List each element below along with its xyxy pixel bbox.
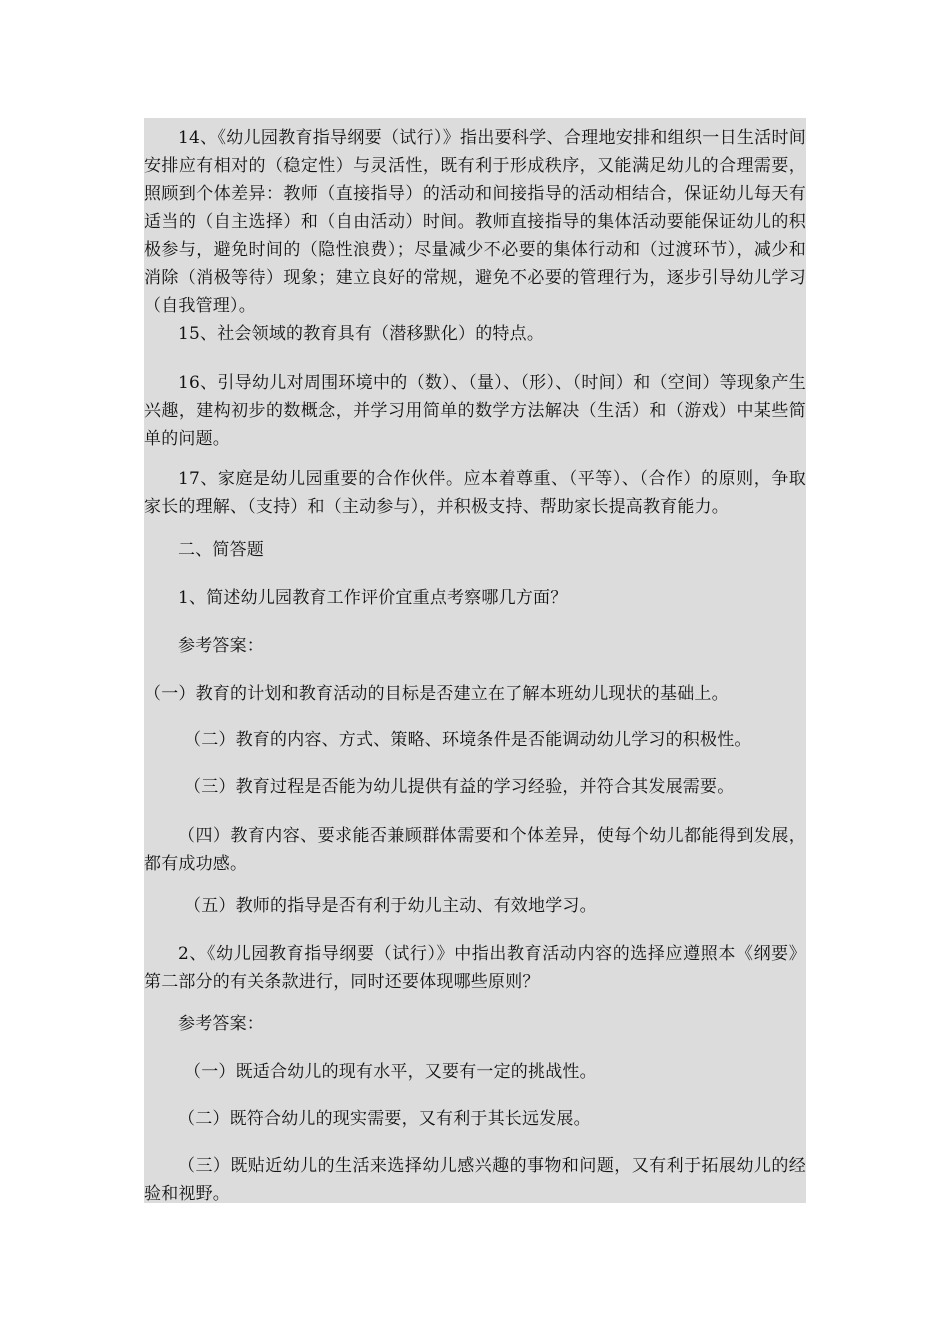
answer-label-1: 参考答案：: [178, 636, 264, 656]
answer-1-point-2: （二）教育的内容、方式、策略、环境条件是否能调动幼儿学习的积极性。: [184, 730, 752, 750]
question-2: 2、《幼儿园教育指导纲要（试行）》中指出教育活动内容的选择应遵照本《纲要》第二部分的有关条款进行，同时还要体现哪些原则？: [144, 944, 806, 992]
answer-1-point-3: （三）教育过程是否能为幼儿提供有益的学习经验，并符合其发展需要。: [184, 777, 735, 797]
highlighted-text-block: [144, 118, 806, 1203]
question-1: 1、简述幼儿园教育工作评价宜重点考察哪几方面？: [178, 588, 568, 608]
answer-1-point-1: （一）教育的计划和教育活动的目标是否建立在了解本班幼儿现状的基础上。: [144, 684, 729, 704]
answer-2-point-2: （二）既符合幼儿的现实需要，又有利于其长远发展。: [178, 1109, 591, 1129]
answer-label-2: 参考答案：: [178, 1014, 264, 1034]
answer-1-point-4: （四）教育内容、要求能否兼顾群体需要和个体差异，使每个幼儿都能得到发展，都有成功感。: [144, 826, 806, 874]
paragraph-item-17: 17、家庭是幼儿园重要的合作伙伴。应本着尊重、（平等）、（合作）的原则，争取家长的理解、（支持）和（主动参与），并积极支持、帮助家长提高教育能力。: [144, 469, 806, 517]
section-heading-short-answer: 二、简答题: [178, 540, 264, 560]
answer-2-point-1: （一）既适合幼儿的现有水平，又要有一定的挑战性。: [184, 1062, 597, 1082]
answer-1-point-5: （五）教师的指导是否有利于幼儿主动、有效地学习。: [184, 896, 597, 916]
paragraph-item-15: 15、社会领域的教育具有（潜移默化）的特点。: [178, 324, 545, 344]
paragraph-item-16: 16、引导幼儿对周围环境中的（数）、（量）、（形）、（时间）和（空间）等现象产生兴趣，建构初步的数概念，并学习用简单的数学方法解决（生活）和（游戏）中某些简单的问题。: [144, 373, 806, 449]
paragraph-item-14: 14、《幼儿园教育指导纲要（试行）》指出要科学、合理地安排和组织一日生活时间安排应有相对的（稳定性）与灵活性，既有利于形成秩序，又能满足幼儿的合理需要，照顾到个体差异：教师（直接指导）的活动和间接指导的活动相结合，保证幼儿每天有适当的（自主选择）和（自由活动）时间。教师直接指导的集体活动要能保证幼儿的积极参与，避免时间的（隐性浪费）；尽量减少不必要的集体行动和（过渡环节），减少和消除（消极等待）现象；建立良好的常规，避免不必要的管理行为，逐步引导幼儿学习（自我管理）。: [144, 128, 806, 316]
answer-2-point-3: （三）既贴近幼儿的生活来选择幼儿感兴趣的事物和问题，又有利于拓展幼儿的经验和视野。: [144, 1156, 806, 1204]
